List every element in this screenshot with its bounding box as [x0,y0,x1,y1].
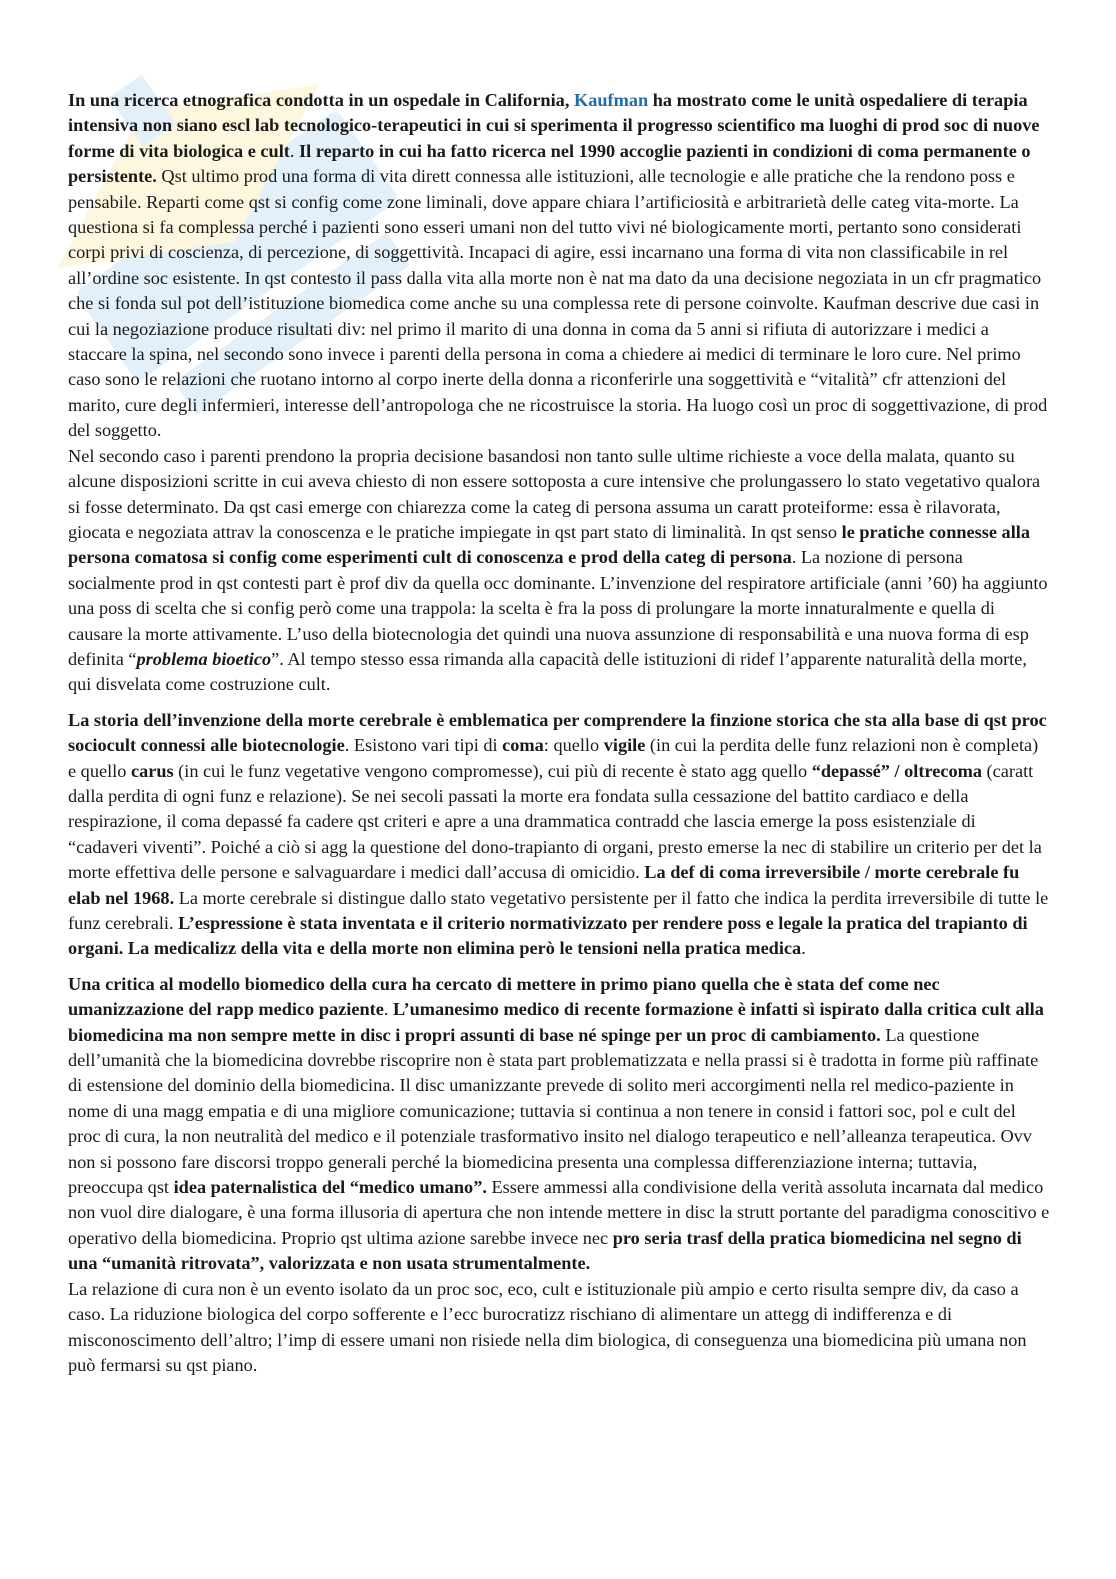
text-run: Una critica al modello biomedico della cura ha cercato di mettere in primo piano quella che è stata def come nec umanizzazione del rapp medico paziente [68,973,940,1020]
text-run: L’umanesimo medico di recente formazione è infatti sì ispirato dalla critica cult alla biomedicina ma non sempre mette in disc i propri assunti di base né spinge per un proc di cambiamento. [68,999,1044,1045]
text-run: La storia dell’invenzione della morte cerebrale è emblematica per comprendere la finzione storica che sta alla base di qst proc sociocult connessi alle biotecnologie [68,709,1047,756]
text-run: idea paternalistica del “medico umano”. [173,1177,487,1198]
text-run: “depassé” / oltrecoma [811,760,982,781]
text-run: ha mostrato come le unità ospedaliere di terapia intensiva non siano escl lab tecnologico-terapeutici in cui si sperimenta il progresso scientifico ma luoghi di prod soc di nuove forme di vita biologica e cult [68,90,1040,161]
text-run: Essere ammessi alla condivisione della verità assoluta incarnata dal medico non vuol dire dialogare, è una forma illusoria di apertura che non intende mettere in disc la strutt portante del paradigma conoscitivo e operativo della biomedicina. Proprio qst ultima azione sarebbe invece nec [68,1177,1050,1248]
text-run: In una ricerca etnografica condotta in un ospedale in California, [68,90,574,110]
paragraph-2 [68,708,1050,962]
text-run: le pratiche connesse alla persona comatosa si config come esperimenti cult di conoscenza e prod della categ di persona [68,521,1030,568]
text-run: . [383,999,393,1020]
document-page [68,88,1050,1388]
text-run: L’espressione è stata inventata e il criterio normativizzato per rendere poss e legale la pratica del trapianto di organi. La medicalizz della vita e della morte non elimina però le tensioni nella pratica medica [68,913,1028,959]
text-run: ”. Al tempo stesso essa rimanda alla capacità delle istituzioni di ridef l’apparente naturalità della morte, qui disvelata come costruzione cult. [68,648,1027,695]
text-run: La questione dell’umanità che la biomedicina dovrebbe riscoprire non è stata part problematizzata e nella prassi si è tradotta in forme più raffinate di estensione del dominio della biomedicina. Il disc umanizzante prevede di solito meri accorgimenti nella rel medico-paziente in nome di una magg empatia e di una migliore comunicazione; tuttavia si continua a non tenere in consid i fattori soc, pol e cult del proc di cura, la non neutralità del medico e il potenziale trasformativo insito nel dialogo terapeutico e nell’alleanza terapeutica. Ovv non si possono fare discorsi troppo generali perché la biomedicina presenta una complessa differenziazione interna; tuttavia, preoccupa qst [68,1024,1039,1198]
text-run: (in cui le funz vegetative vengono compromesse), cui più di recente è stato agg quello [173,760,812,781]
text-run: Nel secondo caso i parenti prendono la propria decisione basandosi non tanto sulle ultime richieste a voce della malata, quanto su alcune disposizioni scritte in cui aveva chiesto di non essere sottoposta a cure intensive che prolungassero lo stato vegetativo qualora si fosse determinato. Da qst casi emerge con chiarezza come la categ di persona assuma un caratt proteiforme: essa è rilavorata, giocata e negoziata attrav la conoscenza e le pratiche impiegate in qst part stato di liminalità. In qst senso [68,445,1041,542]
text-run: problema bioetico [136,648,272,669]
text-run: (caratt dalla perdita di ogni funz e relazione). Se nei secoli passati la morte era fondata sulla cessazione del battito cardiaco e della respirazione, il coma depassé fa cadere qst criteri e apre a una drammatica contradd che lascia emerge la poss esistenziale di “cadaveri viventi”. Poiché a ciò si agg la questione del dono-trapianto di organi, presto emerse la nec di stabilire un criterio per det la morte effettiva delle persone e salvaguardare i medici dall’accusa di omicidio. [68,760,1042,883]
text-run: . Esistono vari tipi di [344,735,503,756]
text-run: Kaufman [573,90,649,110]
text-run: : quello [543,735,604,756]
paragraph-1 [68,88,1050,698]
text-run: carus [130,760,174,781]
text-run: . La nozione di persona socialmente prod in qst contesti part è prof div da quella occ dominante. L’invenzione del respiratore artificiale (anni ’60) ha aggiunto una poss di scelta che si config però come una trappola: la scelta è fra la poss di prolungare la morte innaturalmente e quella di causare la morte attivamente. L’uso della biotecnologia det quindi una nuova assunzione di responsabilità e una nuova forma di esp definita “ [68,547,1048,669]
text-run: La relazione di cura non è un evento isolato da un proc soc, eco, cult e istituzionale più ampio e certo risulta sempre div, da caso a caso. La riduzione biologica del corpo sofferente e l’ecc burocratizz rischiano di alimentare un attegg di indifferenza e di misconoscimento dell’altro; l’imp di essere umani non risiede nella dim biologica, di conseguenza una biomedicina più umana non può fermarsi su qst piano. [68,1278,1027,1375]
text-run: pro seria trasf della pratica biomedicina nel segno di una “umanità ritrovata”, valorizzata e non usata strumentalmente. [68,1227,1022,1274]
text-run: coma [502,735,544,756]
text-run: vigile [603,735,646,756]
text-run: La def di coma irreversibile / morte cerebrale fu elab nel 1968. [68,862,1020,908]
text-run: Il reparto in cui ha fatto ricerca nel 1990 accoglie pazienti in condizioni di coma permanente o persistente. [68,140,1031,187]
text-run: . [289,140,300,161]
text-run: La morte cerebrale si distingue dallo stato vegetativo persistente per il fatto che indica la perdita irreversibile di tutte le funz cerebrali. [68,887,1049,933]
text-run: (in cui la perdita delle funz relazioni non è completa) e quello [68,735,1039,781]
text-run: Qst ultimo prod una forma di vita dirett connessa alle istituzioni, alle tecnologie e alle pratiche che la rendono poss e pensabile. Reparti come qst si config come zone liminali, dove appare chiara l’artificiosità e arbitrarietà delle categ vita-morte. La questiona si fa complessa perché i pazienti sono esseri umani non del tutto vivi né biologicamente morti, pertanto sono considerati corpi privi di coscienza, di percezione, di soggettività. Incapaci di agire, essi incarnano una forma di vita non classificabile in rel all’ordine soc esistente. In qst contesto il pass dalla vita alla morte non è nat ma dato da una decisione negoziata in un cfr pragmatico che si fonda sul pot dell’istituzione biomedica come anche su una complessa rete di persone coinvolte. Kaufman descrive due casi in cui la negoziazione produce risultati div: nel primo il marito di una donna in coma da 5 anni si rifiuta di autorizzare i medici a staccare la spina, nel secondo sono invece i parenti della persona in coma a chiedere ai medici di terminare le loro cure. Nel primo caso sono le relazioni che ruotano intorno al corpo inerte della donna a riconferirle una soggettività e “vitalità” cfr attenzioni del marito, cure degli infermieri, interesse dell’antropologa che ne ricostruisce la storia. Ha luogo così un proc di soggettivazione, di prod del soggetto. [68,166,1048,441]
text-run: . [801,938,806,959]
paragraph-3 [68,972,1050,1379]
